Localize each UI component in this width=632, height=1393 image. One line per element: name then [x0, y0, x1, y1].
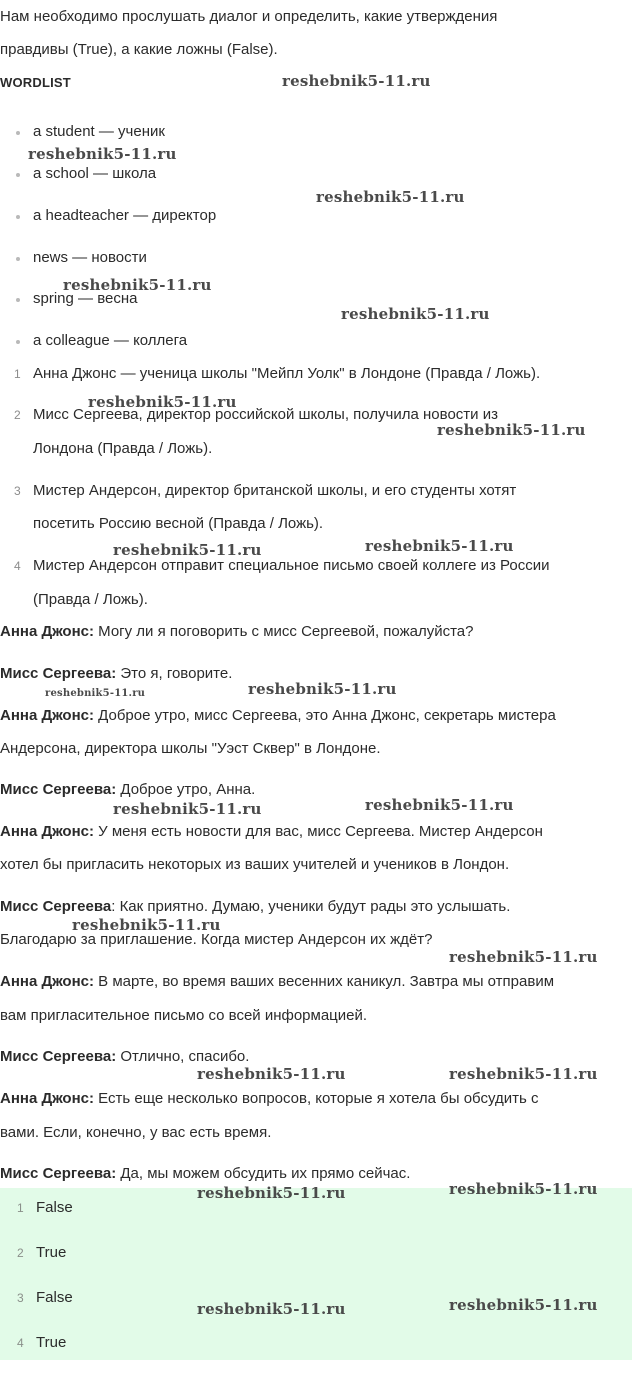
- statement-number: 1: [14, 367, 21, 381]
- watermark: reshebnik5-11.ru: [197, 1184, 346, 1202]
- watermark: reshebnik5-11.ru: [72, 916, 221, 934]
- answer-value: False: [36, 1289, 73, 1306]
- watermark: reshebnik5-11.ru: [197, 1300, 346, 1318]
- dialogue-line: [0, 1049, 249, 1064]
- answer-number: 3: [17, 1291, 24, 1305]
- speech-text: Доброе утро, мисс Сергеева, это Анна Джонс, секретарь мистера: [98, 707, 556, 724]
- speaker-colon: :: [111, 898, 116, 915]
- watermark: reshebnik5-11.ru: [365, 537, 514, 555]
- answer-value: True: [36, 1244, 67, 1261]
- intro-line-1: Нам необходимо прослушать диалог и определить, какие утверждения: [0, 8, 498, 25]
- statement-text: Лондона (Правда / Ложь).: [33, 440, 213, 457]
- statement-number: 2: [14, 408, 21, 422]
- speech-text: Да, мы можем обсудить их прямо сейчас.: [120, 1165, 411, 1182]
- answers-panel: [0, 1188, 632, 1360]
- bullet-icon: [16, 215, 20, 219]
- watermark: reshebnik5-11.ru: [113, 800, 262, 818]
- watermark: reshebnik5-11.ru: [449, 1296, 598, 1314]
- dialogue-line: [0, 974, 554, 989]
- speech-text: вами. Если, конечно, у вас есть время.: [0, 1124, 272, 1141]
- speech-text: Могу ли я поговорить с мисс Сергеевой, пожалуйста?: [98, 623, 474, 640]
- speaker-name: Мисс Сергеева:: [0, 1048, 117, 1065]
- watermark: reshebnik5-11.ru: [449, 1065, 598, 1083]
- dialogue-line: [0, 708, 556, 723]
- speech-text: Есть еще несколько вопросов, которые я хотела бы обсудить с: [98, 1090, 539, 1107]
- bullet-icon: [16, 131, 20, 135]
- speech-text: В марте, во время ваших весенних каникул. Завтра мы отправим: [98, 973, 555, 990]
- wordlist-item: a student — ученик: [33, 123, 165, 140]
- wordlist-item: news — новости: [33, 249, 147, 266]
- bullet-icon: [16, 298, 20, 302]
- speech-text: Отлично, спасибо.: [120, 1048, 250, 1065]
- watermark: reshebnik5-11.ru: [88, 393, 237, 411]
- intro-line-2: правдивы (True), а какие ложны (False).: [0, 41, 278, 58]
- statement-text: посетить Россию весной (Правда / Ложь).: [33, 515, 324, 532]
- watermark: reshebnik5-11.ru: [282, 72, 431, 90]
- speaker-name: Анна Джонс:: [0, 623, 94, 640]
- dialogue-line: [0, 1166, 410, 1181]
- dialogue-line: [0, 782, 255, 797]
- statement-text: Анна Джонс — ученица школы "Мейпл Уолк" в Лондоне (Правда / Ложь).: [33, 365, 541, 382]
- watermark: reshebnik5-11.ru: [197, 1065, 346, 1083]
- watermark: reshebnik5-11.ru: [113, 541, 262, 559]
- statement-text: Мистер Андерсон, директор британской школы, и его студенты хотят: [33, 482, 517, 499]
- answer-value: True: [36, 1334, 67, 1351]
- speaker-name: Мисс Сергеева:: [0, 781, 117, 798]
- watermark: reshebnik5-11.ru: [365, 796, 514, 814]
- statement-text: Мистер Андерсон отправит специальное письмо своей коллеге из России: [33, 557, 550, 574]
- bullet-icon: [16, 173, 20, 177]
- bullet-icon: [16, 340, 20, 344]
- speech-text: Благодарю за приглашение. Когда мистер Андерсон их ждёт?: [0, 931, 433, 948]
- watermark: reshebnik5-11.ru: [341, 305, 490, 323]
- wordlist-item: a headteacher — директор: [33, 207, 217, 224]
- watermark: reshebnik5-11.ru: [449, 1180, 598, 1198]
- answer-number: 2: [17, 1246, 24, 1260]
- statement-number: 4: [14, 559, 21, 573]
- speech-text: Это я, говорите.: [120, 665, 233, 682]
- dialogue-line: [0, 624, 473, 639]
- wordlist-item: a school — школа: [33, 165, 157, 182]
- dialogue-line: [0, 1091, 538, 1106]
- speech-text: Как приятно. Думаю, ученики будут рады это услышать.: [119, 898, 511, 915]
- speech-text: хотел бы пригласить некоторых из ваших учителей и учеников в Лондон.: [0, 856, 510, 873]
- speaker-name: Мисс Сергеева:: [0, 1165, 117, 1182]
- watermark: reshebnik5-11.ru: [63, 276, 212, 294]
- speaker-name: Анна Джонс:: [0, 1090, 94, 1107]
- watermark: reshebnik5-11.ru: [449, 948, 598, 966]
- watermark: reshebnik5-11.ru: [437, 421, 586, 439]
- speaker-name: Мисс Сергеева:: [0, 665, 117, 682]
- watermark: reshebnik5-11.ru: [316, 188, 465, 206]
- speaker-name: Анна Джонс:: [0, 707, 94, 724]
- speech-text: Андерсона, директора школы "Уэст Сквер" в Лондоне.: [0, 740, 381, 757]
- answer-number: 1: [17, 1201, 24, 1215]
- speech-text: Доброе утро, Анна.: [120, 781, 256, 798]
- wordlist-title: WORDLIST: [0, 75, 71, 90]
- wordlist-item: a colleague — коллега: [33, 332, 188, 349]
- watermark: reshebnik5-11.ru: [45, 688, 146, 699]
- speaker-name: Мисс Сергеева: [0, 898, 112, 915]
- dialogue-line: [0, 824, 543, 839]
- speech-text: вам пригласительное письмо со всей информацией.: [0, 1007, 368, 1024]
- statement-text: Мисс Сергеева, директор российской школы, получила новости из: [33, 406, 498, 423]
- speech-text: У меня есть новости для вас, мисс Сергеева. Мистер Андерсон: [98, 823, 543, 840]
- speaker-name: Анна Джонс:: [0, 973, 94, 990]
- dialogue-line: [0, 666, 232, 681]
- wordlist-item: spring — весна: [33, 290, 138, 307]
- answer-number: 4: [17, 1336, 24, 1350]
- bullet-icon: [16, 257, 20, 261]
- statement-text: (Правда / Ложь).: [33, 591, 148, 608]
- speaker-name: Анна Джонс:: [0, 823, 94, 840]
- watermark: reshebnik5-11.ru: [248, 680, 397, 698]
- dialogue-line: [0, 899, 510, 914]
- answer-value: False: [36, 1199, 73, 1216]
- statement-number: 3: [14, 484, 21, 498]
- watermark: reshebnik5-11.ru: [28, 145, 177, 163]
